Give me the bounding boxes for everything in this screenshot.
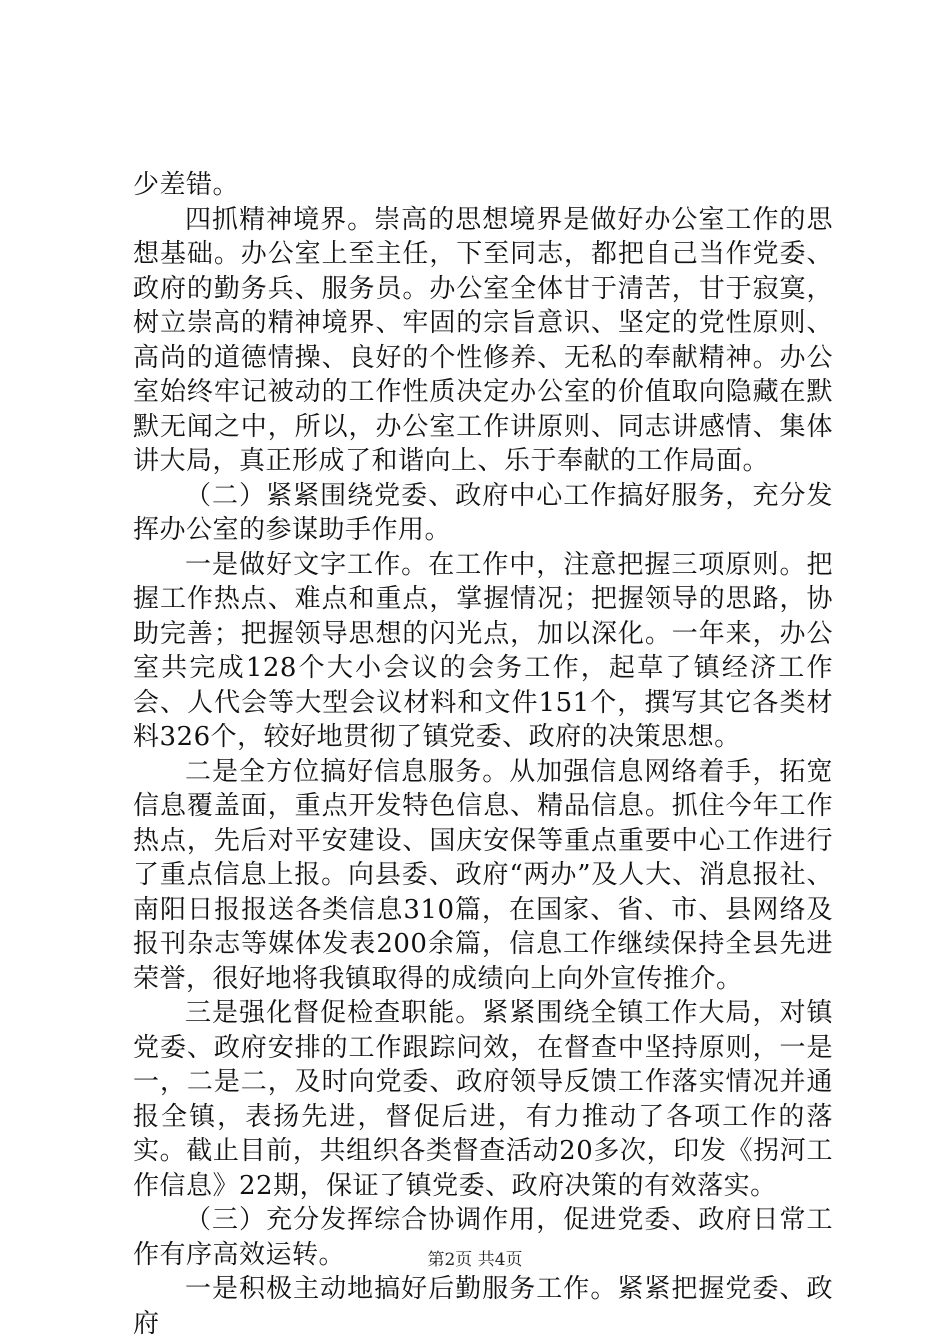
paragraph-writing: 一是做好文字工作。在工作中，注意把握三项原则。把握工作热点、难点和重点，掌握情况；把握领导的思路，协助完善；把握领导思想的闪光点，加以深化。一年来，办公室共完成128个大小会议的会务工作，起草了镇经济工作会、人代会等大型会议材料和文件151个，撰写其它各类材料326个，较好地贯彻了镇党委、政府的决策思想。 — [133, 549, 833, 752]
document-body — [133, 168, 833, 1341]
paragraph-information: 二是全方位搞好信息服务。从加强信息网络着手，拓宽信息覆盖面，重点开发特色信息、精品信息。抓住今年工作热点，先后对平安建设、国庆安保等重点重要中心工作进行了重点信息上报。向县委、政府“两办”及人大、消息报社、南阳日报报送各类信息310篇，在国家、省、市、县网络及报刊杂志等媒体发表200余篇，信息工作继续保持全县先进荣誉，很好地将我镇取得的成绩向上向外宣传推介。 — [133, 756, 833, 994]
paragraph-supervision: 三是强化督促检查职能。紧紧围绕全镇工作大局，对镇党委、政府安排的工作跟踪问效，在督查中坚持原则，一是一，二是二，及时向党委、政府领导反馈工作落实情况并通报全镇，表扬先进，督促后进，有力推动了各项工作的落实。截止目前，共组织各类督查活动20多次，印发《拐河工作信息》22期，保证了镇党委、政府决策的有效落实。 — [133, 998, 833, 1201]
paragraph-spirit: 四抓精神境界。崇高的思想境界是做好办公室工作的思想基础。办公室上至主任，下至同志，都把自己当作党委、政府的勤务兵、服务员。办公室全体甘于清苦，甘于寂寞，树立崇高的精神境界、牢固的宗旨意识、坚定的党性原则、高尚的道德情操、良好的个性修养、无私的奉献精神。办公室始终牢记被动的工作性质决定办公室的价值取向隐藏在默默无闻之中，所以，办公室工作讲原则、同志讲感情、集体讲大局，真正形成了和谐向上、乐于奉献的工作局面。 — [133, 204, 833, 476]
page-footer: 第2页 共4页 — [427, 1250, 523, 1270]
section-heading-3: （三）充分发挥综合协调作用，促进党委、政府日常工作有序高效运转。 — [133, 1205, 833, 1270]
paragraph-logistics: 一是积极主动地搞好后勤服务工作。紧紧把握党委、政府 — [133, 1274, 833, 1339]
paragraph-continuation: 少差错。 — [133, 170, 240, 200]
section-heading-2: （二）紧紧围绕党委、政府中心工作搞好服务，充分发挥办公室的参谋助手作用。 — [133, 480, 833, 545]
